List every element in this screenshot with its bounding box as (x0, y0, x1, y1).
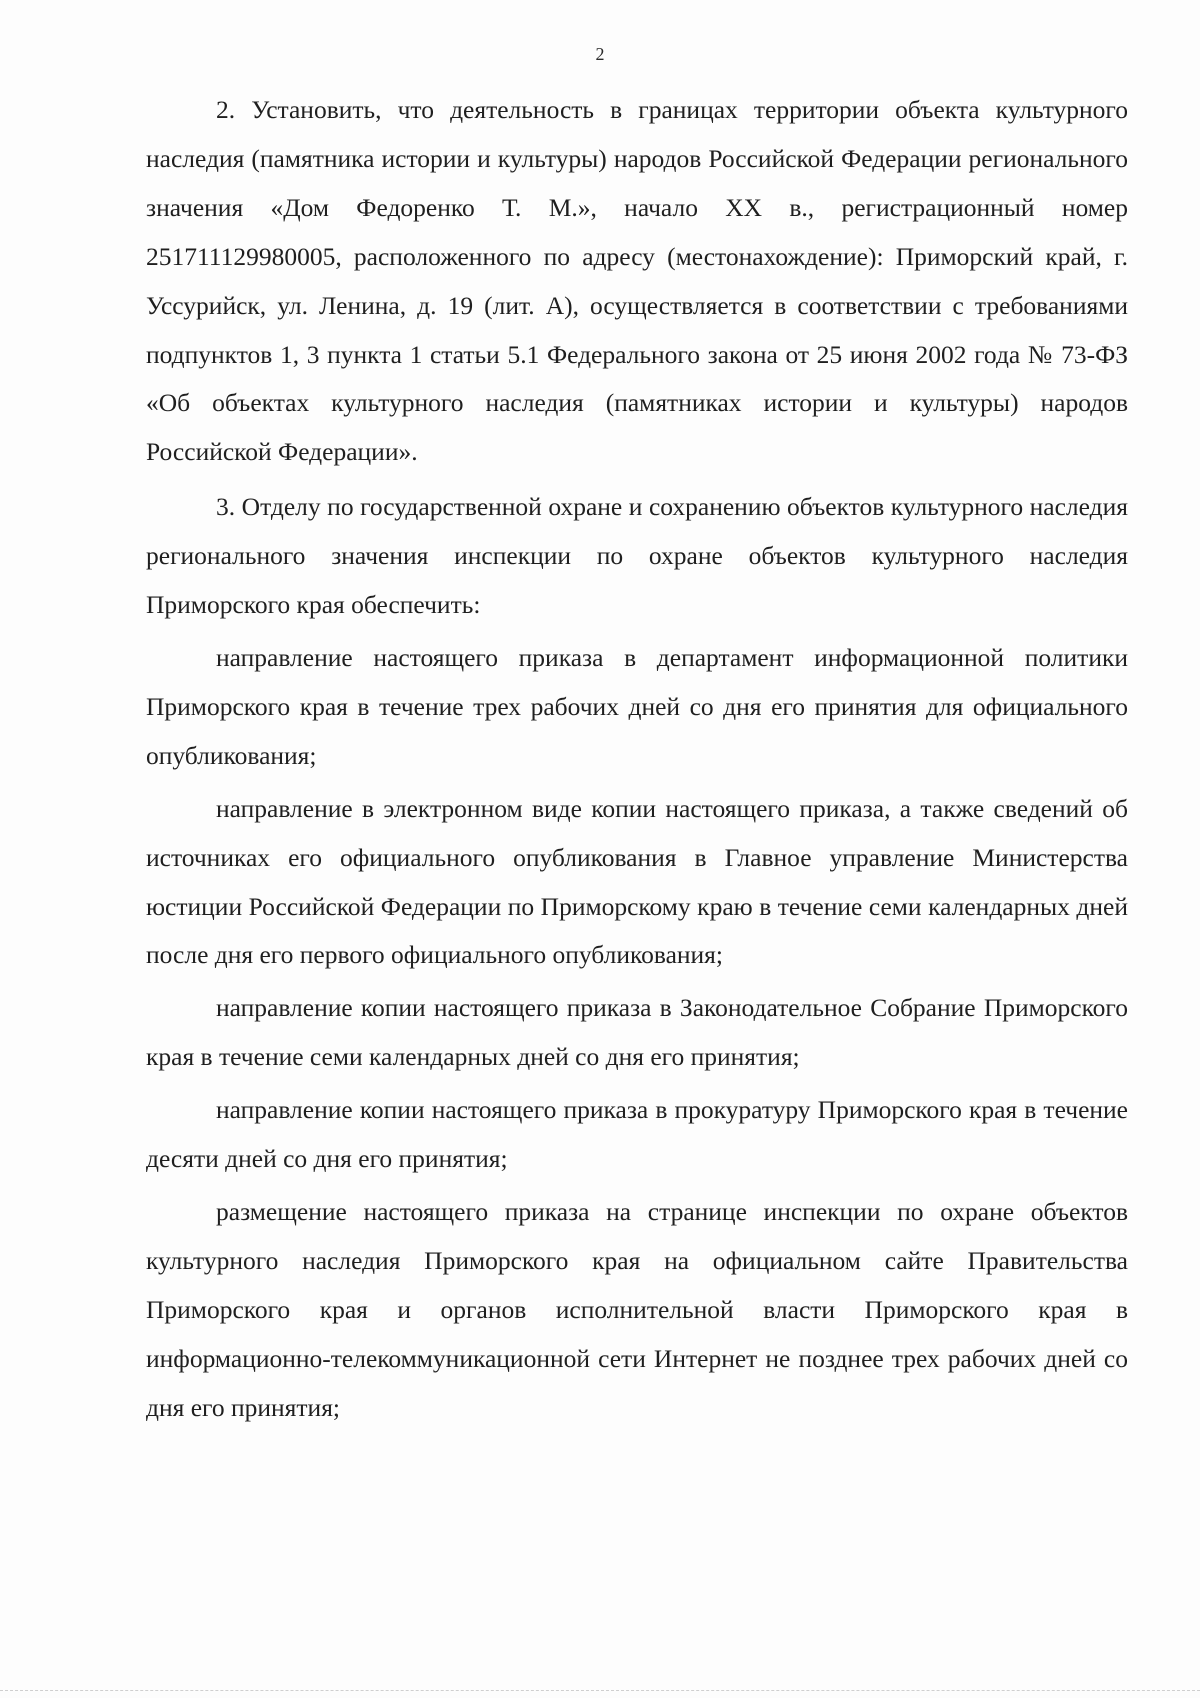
paragraph-3-department: 3. Отделу по государственной охране и сохранению объектов культурного наследия регионального значения инспекции по охране объектов культурного наследия Приморского края обеспечить: (146, 492, 1128, 620)
paragraph-2-activity: 2. Установить, что деятельность в границах территории объекта культурного наследия (памятника истории и культуры) народов Российской Федерации регионального значения «Дом Федоренко Т. М.», начало XX в., регистрационный номер 251711129980005, расположенного по адресу (местонахождение): Приморский край, г. Уссурийск, ул. Ленина, д. 19 (лит. А), осуществляется в соответствии с требованиями подпунктов 1, 3 пункта 1 статьи 5.1 Федерального закона от 25 июня 2002 года № 73-ФЗ «Об объектах культурного наследия (памятниках истории и культуры) народов Российской Федерации». (146, 95, 1128, 467)
page-number: 2 (595, 44, 605, 64)
subitem-justice-ministry: направление в электронном виде копии настоящего приказа, а также сведений об источниках его официального опубликования в Главное управление Министерства юстиции Российской Федерации по Приморскому краю в течение семи календарных дней после дня его первого официального опубликования; (146, 793, 1128, 970)
subitem-legislative-assembly: направление копии настоящего приказа в Законодательное Собрание Приморского края в течение семи календарных дней со дня его принятия; (146, 993, 1128, 1072)
subitem-info-policy: направление настоящего приказа в департамент информационной политики Приморского края в течение трех рабочих дней со дня его принятия для официального опубликования; (146, 642, 1128, 770)
scan-edge-divider (0, 1690, 1200, 1692)
subitem-prosecutor: направление копии настоящего приказа в прокуратуру Приморского края в течение десяти дней со дня его принятия; (146, 1095, 1128, 1174)
document-body (146, 86, 1128, 1432)
subitem-website-publication: размещение настоящего приказа на странице инспекции по охране объектов культурного наследия Приморского края на официальном сайте Правительства Приморского края и органов исполнительной власти Приморского края в информационно-телекоммуникационной сети Интернет не позднее трех рабочих дней со дня его принятия; (146, 1196, 1128, 1422)
